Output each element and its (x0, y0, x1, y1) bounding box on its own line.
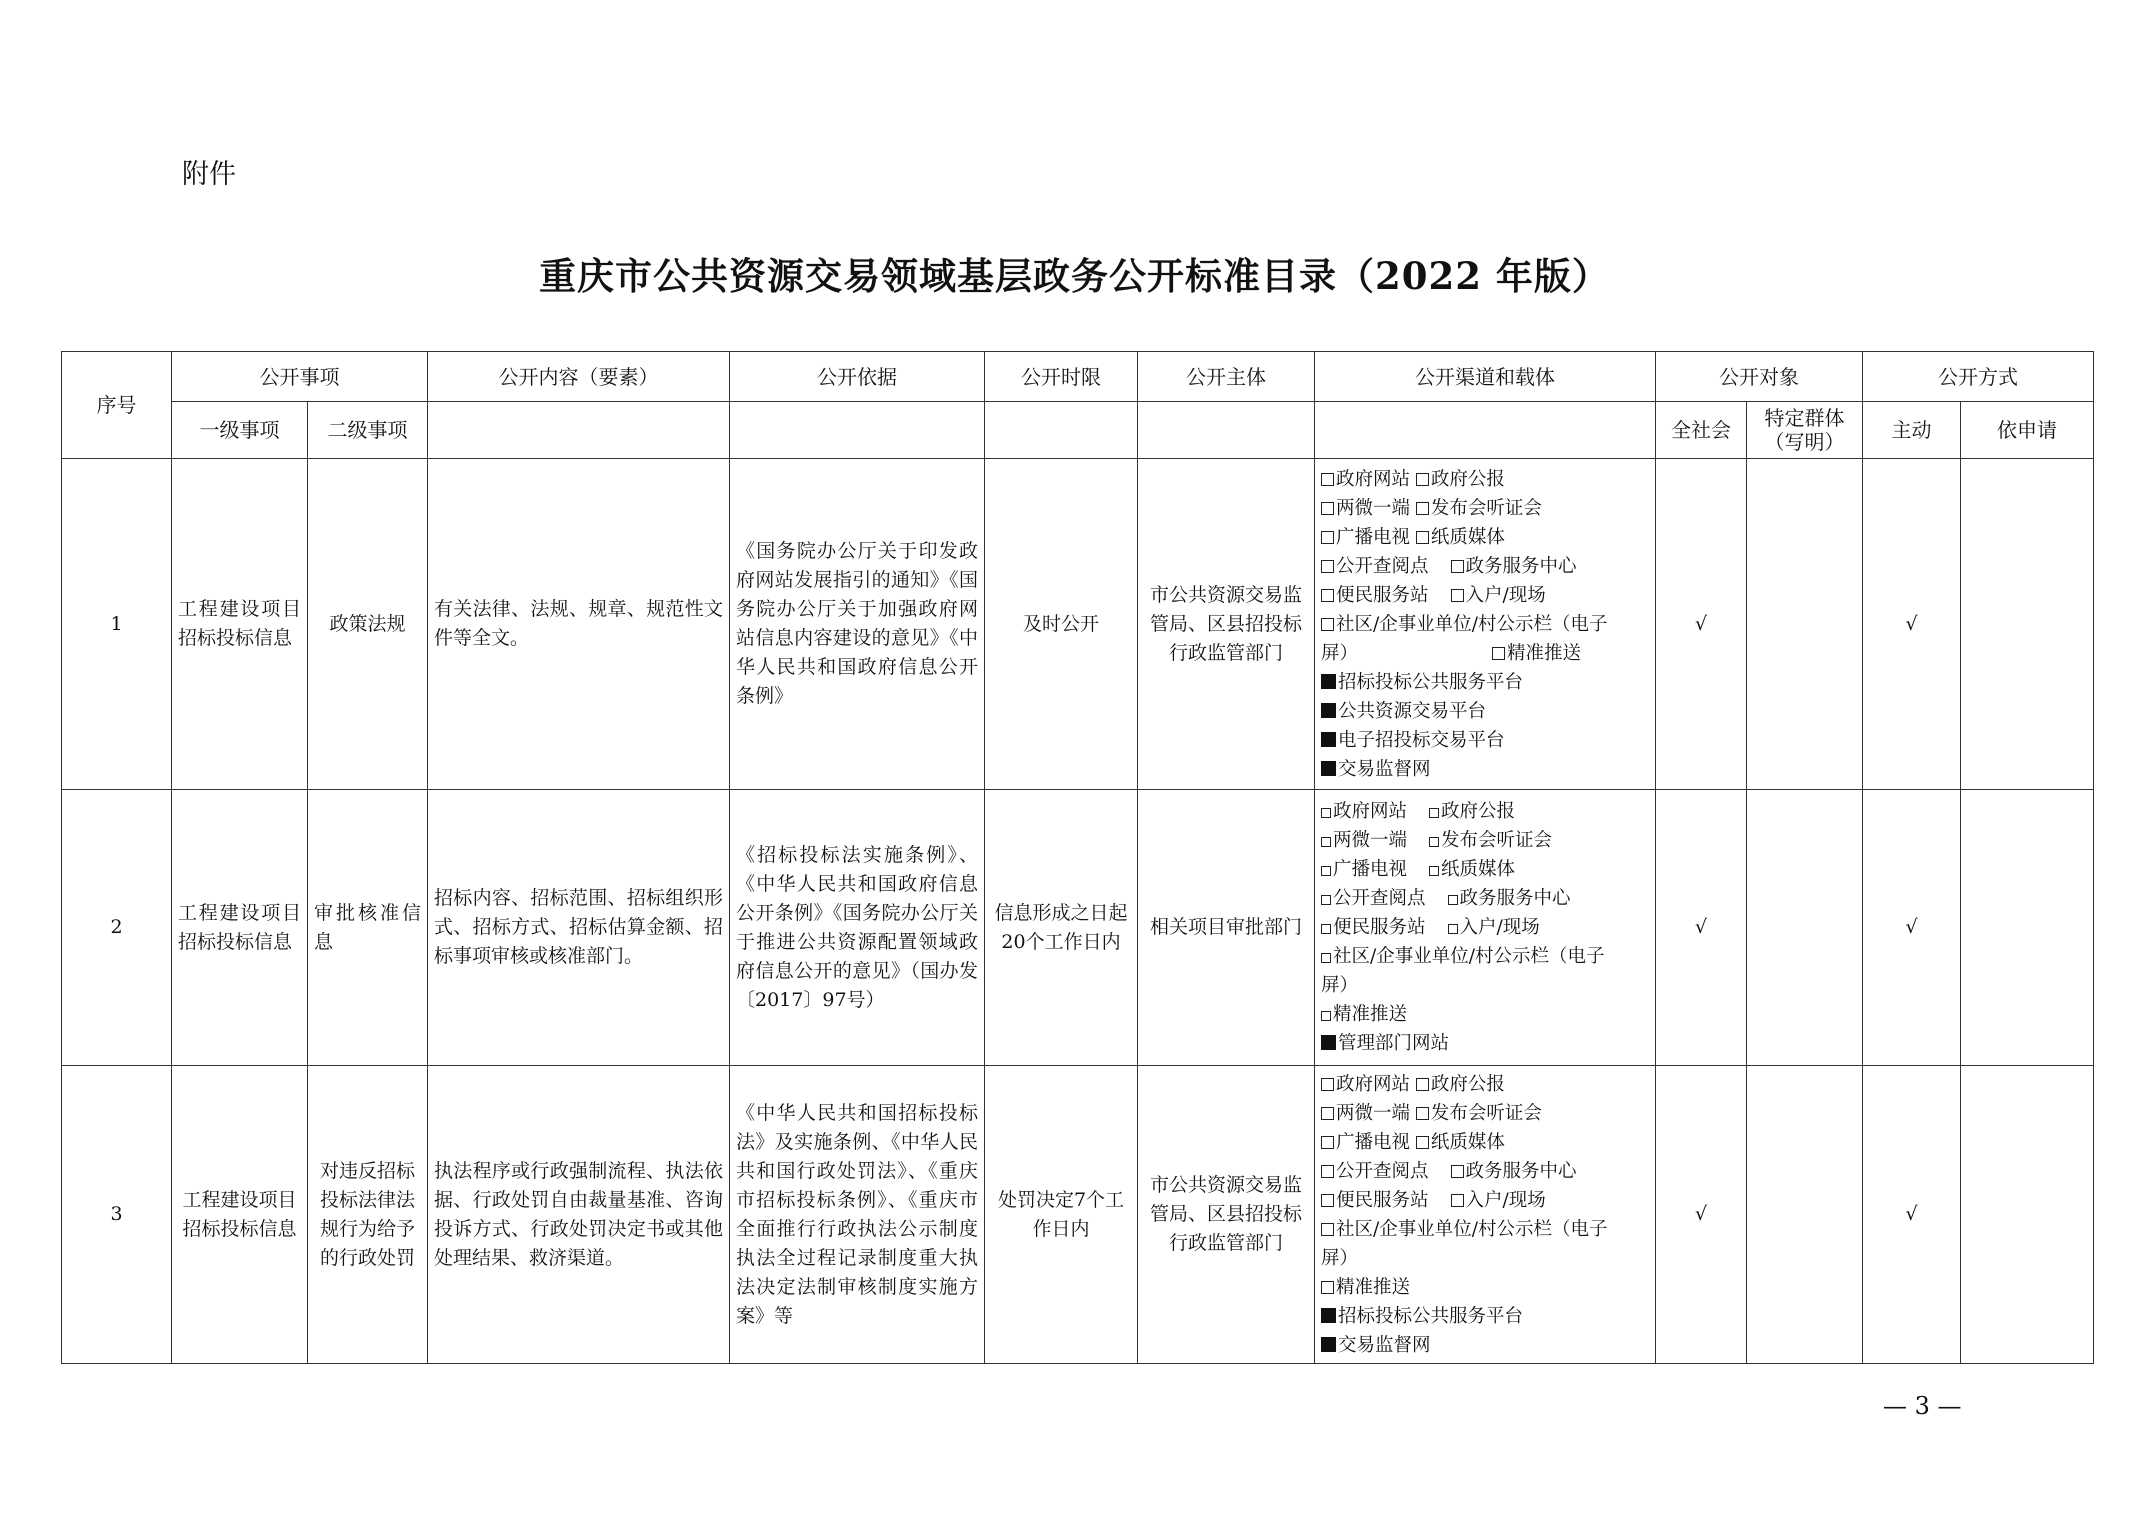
row-content: 招标内容、招标范围、招标组织形式、招标方式、招标估算金额、招标事项审核或核准部门。 (428, 790, 730, 1066)
checkbox-icon (1451, 589, 1464, 602)
row-on-request (1961, 459, 2094, 790)
page-number: — 3 — (1883, 1392, 1962, 1420)
row-level2: 审批核准信息 (308, 790, 428, 1066)
row-specific-group (1747, 790, 1863, 1066)
checkbox-icon (1492, 647, 1505, 660)
table-row (62, 790, 2094, 1066)
header-channels-blank (1315, 402, 1656, 459)
header-content-blank (428, 402, 730, 459)
catalog-table (61, 351, 2094, 1364)
checked-box-icon (1321, 703, 1336, 718)
checkbox-icon (1429, 866, 1439, 876)
header-channels: 公开渠道和载体 (1315, 352, 1656, 402)
row-all-society: √ (1656, 1066, 1747, 1364)
row-on-request (1961, 790, 2094, 1066)
checked-box-icon (1321, 732, 1336, 747)
row-content: 执法程序或行政强制流程、执法依据、行政处罚自由裁量基准、咨询投诉方式、行政处罚决定书或其他处理结果、救济渠道。 (428, 1066, 730, 1364)
row-on-request (1961, 1066, 2094, 1364)
checkbox-icon (1321, 1011, 1331, 1021)
checkbox-icon (1321, 473, 1334, 486)
row-seq: 2 (62, 790, 172, 1066)
checked-box-icon (1321, 1308, 1336, 1323)
checkbox-icon (1448, 895, 1458, 905)
checked-box-icon (1321, 674, 1336, 689)
row-specific-group (1747, 459, 1863, 790)
checkbox-icon (1321, 589, 1334, 602)
checkbox-icon (1321, 502, 1334, 515)
checkbox-icon (1321, 1281, 1334, 1294)
header-subject: 公开主体 (1138, 352, 1315, 402)
header-specific-group: 特定群体（写明） (1747, 402, 1863, 459)
row-channels: 政府网站 政府公报 两微一端 发布会听证会 广播电视 纸质媒体 公开查阅点 政务服务中心 便民服务站 入户/现场 社区/企事业单位/村公示栏（电子 屏） 精准推送 招标投标公共服务平台 交易监督网 (1315, 1066, 1656, 1364)
checkbox-icon (1451, 1194, 1464, 1207)
checkbox-icon (1416, 473, 1429, 486)
header-subject-blank (1138, 402, 1315, 459)
table-row (62, 1066, 2094, 1364)
header-item: 公开事项 (172, 352, 428, 402)
header-method: 公开方式 (1863, 352, 2094, 402)
table-row (62, 459, 2094, 790)
checkbox-icon (1321, 618, 1334, 631)
row-level2: 对违反招标投标法律法规行为给予的行政处罚 (308, 1066, 428, 1364)
page-title: 重庆市公共资源交易领域基层政务公开标准目录（2022 年版） (539, 254, 1610, 298)
checkbox-icon (1321, 895, 1331, 905)
checkbox-icon (1416, 502, 1429, 515)
checked-box-icon (1321, 761, 1336, 776)
checkbox-icon (1416, 1136, 1429, 1149)
checkbox-icon (1321, 1165, 1334, 1178)
checkbox-icon (1321, 1107, 1334, 1120)
checkbox-icon (1451, 1165, 1464, 1178)
checked-box-icon (1321, 1035, 1336, 1050)
header-level1: 一级事项 (172, 402, 308, 459)
checkbox-icon (1321, 924, 1331, 934)
checkbox-icon (1321, 866, 1331, 876)
header-all-society: 全社会 (1656, 402, 1747, 459)
header-level2: 二级事项 (308, 402, 428, 459)
header-seq: 序号 (62, 352, 172, 459)
header-time: 公开时限 (985, 352, 1138, 402)
row-subject: 市公共资源交易监管局、区县招投标行政监管部门 (1138, 459, 1315, 790)
row-time: 处罚决定7个工作日内 (985, 1066, 1138, 1364)
row-subject: 市公共资源交易监管局、区县招投标行政监管部门 (1138, 1066, 1315, 1364)
header-row-2 (62, 402, 2094, 459)
row-time: 信息形成之日起20个工作日内 (985, 790, 1138, 1066)
row-time: 及时公开 (985, 459, 1138, 790)
attachment-label: 附件 (182, 159, 236, 190)
checkbox-icon (1448, 924, 1458, 934)
header-row-1 (62, 352, 2094, 402)
header-on-request: 依申请 (1961, 402, 2094, 459)
row-channels: 政府网站 政府公报 两微一端 发布会听证会 广播电视 纸质媒体 公开查阅点 政务服务中心 便民服务站 入户/现场 社区/企事业单位/村公示栏（电子 屏） 精准推送 管理部门网站 (1315, 790, 1656, 1066)
header-time-blank (985, 402, 1138, 459)
checked-box-icon (1321, 1337, 1336, 1352)
checkbox-icon (1321, 531, 1334, 544)
row-all-society: √ (1656, 790, 1747, 1066)
row-level2: 政策法规 (308, 459, 428, 790)
header-active: 主动 (1863, 402, 1961, 459)
checkbox-icon (1429, 837, 1439, 847)
header-content: 公开内容（要素） (428, 352, 730, 402)
checkbox-icon (1321, 837, 1331, 847)
row-seq: 1 (62, 459, 172, 790)
header-basis-blank (730, 402, 985, 459)
checkbox-icon (1416, 1107, 1429, 1120)
checkbox-icon (1429, 808, 1439, 818)
row-seq: 3 (62, 1066, 172, 1364)
row-active: √ (1863, 1066, 1961, 1364)
checkbox-icon (1321, 953, 1331, 963)
checkbox-icon (1321, 1223, 1334, 1236)
row-level1: 工程建设项目招标投标信息 (172, 1066, 308, 1364)
header-target: 公开对象 (1656, 352, 1863, 402)
row-subject: 相关项目审批部门 (1138, 790, 1315, 1066)
header-basis: 公开依据 (730, 352, 985, 402)
checkbox-icon (1321, 1136, 1334, 1149)
row-specific-group (1747, 1066, 1863, 1364)
checkbox-icon (1416, 1078, 1429, 1091)
row-active: √ (1863, 459, 1961, 790)
row-channels: 政府网站 政府公报 两微一端 发布会听证会 广播电视 纸质媒体 公开查阅点 政务服务中心 便民服务站 入户/现场 社区/企事业单位/村公示栏（电子 屏） 精准推送 招标投标公共服务平台 公共资源交易平台 电子招投标交易平台 交易监督网 (1315, 459, 1656, 790)
checkbox-icon (1416, 531, 1429, 544)
checkbox-icon (1451, 560, 1464, 573)
row-basis: 《招标投标法实施条例》、《中华人民共和国政府信息公开条例》《国务院办公厅关于推进公共资源配置领域政府信息公开的意见》（国办发〔2017〕97号） (730, 790, 985, 1066)
checkbox-icon (1321, 560, 1334, 573)
row-active: √ (1863, 790, 1961, 1066)
checkbox-icon (1321, 1194, 1334, 1207)
row-all-society: √ (1656, 459, 1747, 790)
row-content: 有关法律、法规、规章、规范性文件等全文。 (428, 459, 730, 790)
row-basis: 《中华人民共和国招标投标法》及实施条例、《中华人民共和国行政处罚法》、《重庆市招标投标条例》、《重庆市全面推行行政执法公示制度执法全过程记录制度重大执法决定法制审核制度实施方案》等 (730, 1066, 985, 1364)
row-basis: 《国务院办公厅关于印发政府网站发展指引的通知》《国务院办公厅关于加强政府网站信息内容建设的意见》《中华人民共和国政府信息公开条例》 (730, 459, 985, 790)
checkbox-icon (1321, 1078, 1334, 1091)
row-level1: 工程建设项目招标投标信息 (172, 790, 308, 1066)
row-level1: 工程建设项目招标投标信息 (172, 459, 308, 790)
checkbox-icon (1321, 808, 1331, 818)
